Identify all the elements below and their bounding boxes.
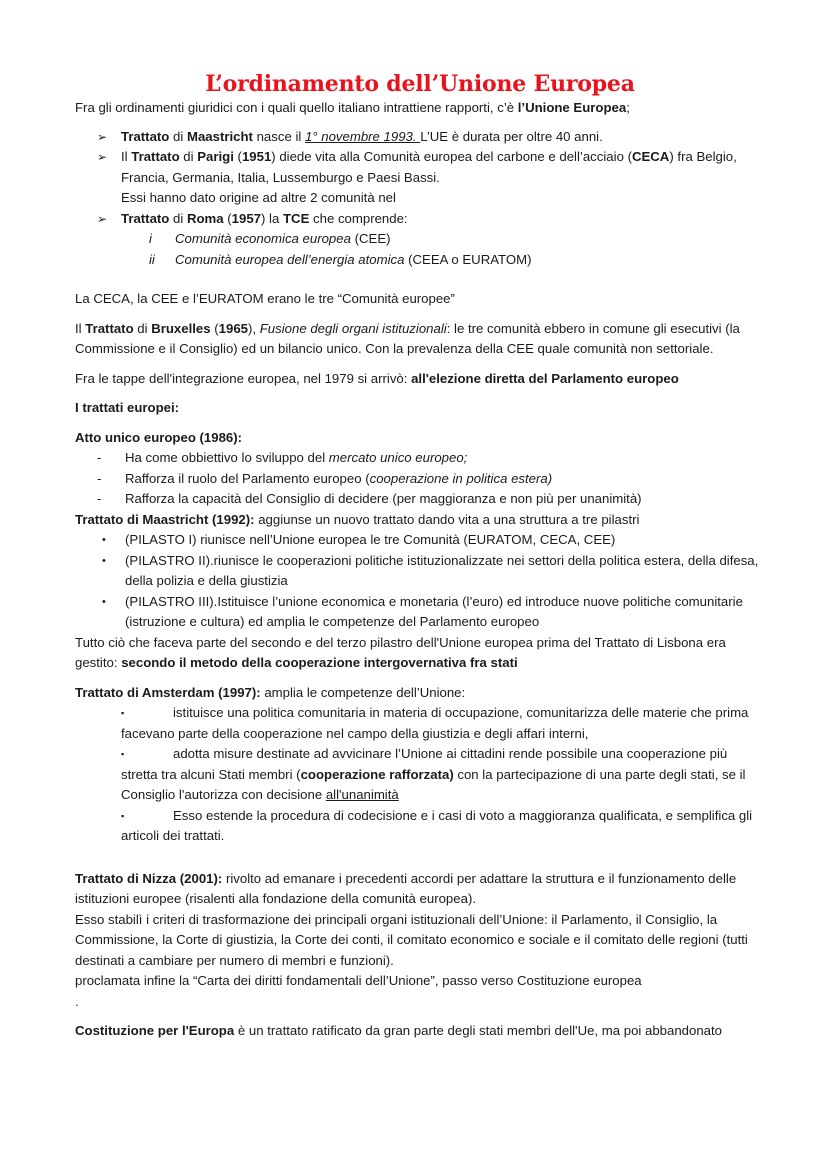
list-item: ➢ Il Trattato di Parigi (1951) diede vita alla Comunità europea del carbone e dell’acciaio (CECA) fra Belgio, Francia, Germania, Italia, Lussemburgo e Paesi Bassi. Essi hanno dato origine ad altre 2 comunità nel [97,149,737,205]
maastricht-after-paragraph: Tutto ciò che faceva parte del secondo e del terzo pilastro dell'Unione europea prima del Trattato di Lisbona era gestito: secondo il metodo della cooperazione intergovernativa fra stati [75,634,726,670]
list-item: ▪ adotta misure destinate ad avvicinare l’Unione ai cittadini rende possibile una cooperazione più stretta tra alcuni Stati membri (cooperazione rafforzata) con la partecipazione di una parte degli stati, se il Consiglio l'autorizza con decisione all'unanimità [121,746,746,802]
dot-bullet-icon: • [102,595,106,608]
bruxelles-paragraph: Il Trattato di Bruxelles (1965), Fusione degli organi istituzionali: le tre comunità ebbero in comune gli esecutivi (la Commissione e il Consiglio) ed un bilancio unico. Con la prevalenza della CEE quale comunità non settoriale. [75,320,740,356]
underlined-date: 1° novembre 1993. [304,128,421,144]
nizza-paragraph-3: proclamata infine la “Carta dei diritti fondamentali dell’Unione”, passo verso Costituzione europea [75,973,642,988]
document-page [75,70,765,1042]
atto-unico-list [75,448,765,510]
tappe-paragraph: Fra le tappe dell'integrazione europea, nel 1979 si arrivò: all'elezione diretta del Parlamento europeo [75,370,679,386]
dash-bullet-icon: - [97,491,102,506]
list-item: ➢ Trattato di Roma (1957) la TCE che comprende: [75,209,765,230]
maastricht-heading: Trattato di Maastricht (1992): aggiunse un nuovo trattato dando vita a una struttura a tre pilastri [75,511,640,527]
square-bullet-icon: ▪ [121,708,125,718]
square-bullet-icon: ▪ [121,810,125,821]
list-item: ▪ istituisce una politica comunitaria in materia di occupazione, comunitarizza delle materie che prima facevano parte della cooperazione nel campo della giustizia e degli affari interni, [121,705,749,741]
amsterdam-heading: Trattato di Amsterdam (1997): amplia le competenze dell’Unione: [75,684,466,700]
nizza-paragraph-2: Esso stabilì i criteri di trasformazione dei principali organi istituzionali dell’Unione: il Parlamento, il Consiglio, la Commissione, la Corte di giustizia, la Corte dei conti, il comitato economico e sociale e il comitato delle regioni (tutti destinati a cambiare per numero di membri e funzioni). [75,911,748,968]
amsterdam-list [75,703,765,847]
atto-unico-heading: Atto unico europeo (1986): [75,429,243,445]
list-item: • (PILASTRO III).Istituisce l’unione economica e monetaria (l’euro) ed introduce nuove politiche comunitarie (istruzione e cultura) ed amplia le competenze del Parlamento europeo [102,593,743,629]
list-item: - Ha come obbiettivo lo sviluppo del mercato unico europeo; [75,448,765,469]
costituzione-paragraph: Costituzione per l'Europa è un trattato ratificato da gran parte degli stati membri dell'Ue, ma poi abbandonato [75,1023,723,1038]
list-item: ➢ Trattato di Maastricht nasce il 1° novembre 1993. L’UE è durata per oltre 40 anni. [75,127,765,148]
square-bullet-icon: ▪ [121,749,125,759]
list-item: • (PILASTO I) riunisce nell’Unione europea le tre Comunità (EURATOM, CECA, CEE) [75,530,765,551]
roman-item: ii Comunità europea dell’energia atomica (CEEA o EURATOM) [149,251,532,267]
arrow-bullet-icon: ➢ [97,150,108,164]
nizza-paragraph: Trattato di Nizza (2001): rivolto ad emanare i precedenti accordi per adattare la struttura e il funzionamento delle istituzioni europee (risalenti alla fondazione della comunità europea). [75,870,737,906]
arrow-bullet-icon: ➢ [97,211,108,226]
dash-bullet-icon: - [97,470,102,486]
page-title: L’ordinamento dell’Unione Europea [205,71,635,97]
list-item: - Rafforza la capacità del Consiglio di decidere (per maggioranza e non più per unanimità) [75,489,765,510]
ceca-paragraph: La CECA, la CEE e l’EURATOM erano le tre “Comunità europee” [75,291,455,306]
list-item: ▪ Esso estende la procedura di codecisione e i casi di voto a maggioranza qualificata, e semplifica gli articoli dei trattati. [121,807,753,843]
list-item: - Rafforza il ruolo del Parlamento europeo (cooperazione in politica estera) [75,469,765,490]
dot-bullet-icon: • [102,534,106,546]
dot-bullet-icon: • [102,554,106,567]
dash-bullet-icon: - [97,450,102,465]
arrow-list [75,127,765,230]
arrow-bullet-icon: ➢ [97,129,108,144]
list-item: • (PILASTRO II).riunisce le cooperazioni politiche istituzionalizzate nei settori della politica estera, della difesa, della polizia e della giustizia [102,552,759,588]
roman-item: i Comunità economica europea (CEE) [149,231,391,246]
section-heading-trattati: I trattati europei: [75,400,180,415]
intro-paragraph: Fra gli ordinamenti giuridici con i quali quello italiano intrattiene rapporti, c’è l’Unione Europea; [75,100,630,115]
stray-dot: . [75,993,79,1009]
pillars-list [75,530,765,633]
